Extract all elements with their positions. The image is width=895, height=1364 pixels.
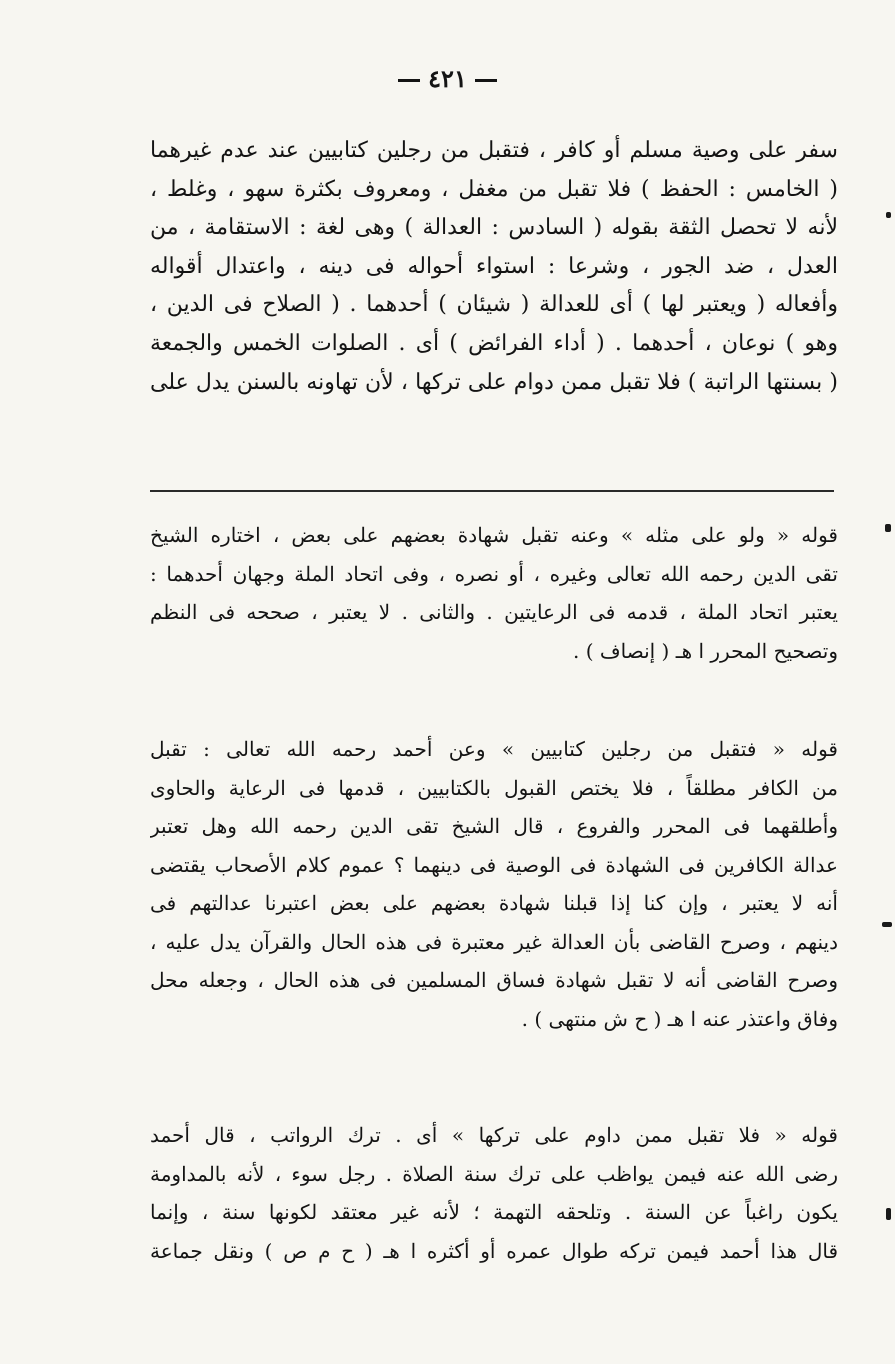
footnote-line: قوله « فلا تقبل ممن داوم على تركها » أى . ترك الرواتب ، قال أحمد [150,1123,838,1147]
footnote-line: قوله « ولو على مثله » وعنه تقبل شهادة بعضهم على بعض ، اختاره الشيخ [150,523,838,547]
footnote-line: وفاق واعتذر عنه ا هـ ( ح ش منتهى ) . [521,1006,838,1031]
footnote-line: عدالة الكافرين فى الشهادة فى الوصية فى دينهما ؟ عموم كلام الأصحاب يقتضى [150,852,838,877]
footnote-line: من الكافر مطلقاً ، فلا يختص القبول بالكتابيين ، قدمها فى الرعاية والحاوى [150,775,838,800]
footnote-line: وأطلقهما فى المحرر والفروع ، قال الشيخ تقى الدين رحمه الله وهل تعتبر [150,814,838,838]
footnote-1 [150,516,838,670]
main-text [150,132,838,402]
footnote-divider [150,490,834,492]
page-number [0,64,895,93]
footnote-line: رضى الله عنه فيمن يواظب على ترك سنة الصلاة . رجل سوء ، لأنه بالمداومة [150,1161,838,1186]
main-text-line: وأفعاله ( ويعتبر لها ) أى للعدالة ( شيئان ) أحدهما . ( الصلاح فى الدين ، [150,292,838,318]
main-text-line: ( بسنتها الراتبة ) فلا تقبل ممن دوام على تركها ، لأن تهاونه بالسنن يدل على [150,369,838,395]
footnote-3 [150,1116,838,1270]
footnote-line: تقى الدين رحمه الله تعالى وغيره ، أو نصره ، وفى اتحاد الملة وجهان أحدهما : [150,561,838,586]
footnote-2 [150,730,838,1038]
scan-speck [886,1208,891,1220]
footnote-line: يكون راغباً عن السنة . وتلحقه التهمة ؛ لأنه غير معتقد لكونها سنة ، وإنما [150,1200,838,1224]
scan-speck [885,524,891,532]
footnote-line: يعتبر اتحاد الملة ، قدمه فى الرعايتين . والثانى . لا يعتبر ، صححه فى النظم [150,600,838,624]
footnote-line: قال هذا أحمد فيمن تركه طوال عمره أو أكثره ا هـ ( ح م ص ) ونقل جماعة [150,1238,838,1263]
main-text-line: سفر على وصية مسلم أو كافر ، فتقبل من رجلين كتابيين عند عدم غيرهما [150,138,838,163]
main-text-line: ( الخامس : الحفظ ) فلا تقبل من مغفل ، ومعروف بكثرة سهو ، وغلط ، [150,176,838,202]
main-text-line: لأنه لا تحصل الثقة بقوله ( السادس : العدالة ) وهى لغة : الاستقامة ، من [150,215,838,241]
page-number-value: ٤٢١ [428,64,467,93]
footnote-line: وصرح القاضى أنه لا تقبل شهادة فساق المسلمين فى هذه الحال ، وجعله محل [150,968,838,992]
main-text-line: العدل ، ضد الجور ، وشرعا : استواء أحواله فى دينه ، واعتدال أقواله [150,253,838,279]
footnote-line: دينهم ، وصرح القاضى بأن العدالة غير معتبرة فى هذه الحال والقرآن يدل عليه ، [150,929,838,954]
scan-speck [886,212,891,218]
footnote-line: أنه لا يعتبر ، وإن كنا إذا قبلنا شهادة بعضهم على بعض اعتبرنا عدالتهم فى [150,891,838,915]
footnote-line: وتصحيح المحرر ا هـ ( إنصاف ) . [573,638,838,663]
scan-speck [882,922,892,927]
footnote-line: قوله « فتقبل من رجلين كتابيين » وعن أحمد رحمه الله تعالى : تقبل [150,737,838,761]
page-number-dash-right [475,79,497,82]
page-number-dash-left [398,79,420,82]
main-text-line: وهو ) نوعان ، أحدهما . ( أداء الفرائض ) أى . الصلوات الخمس والجمعة [150,330,838,356]
